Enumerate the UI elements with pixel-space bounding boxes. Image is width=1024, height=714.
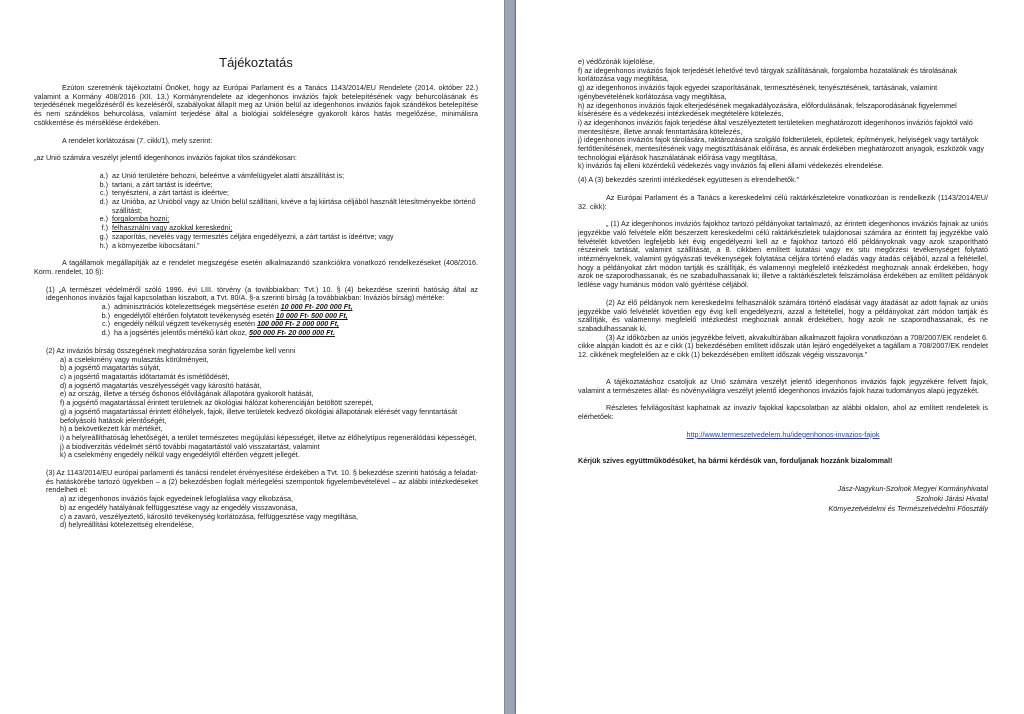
factors-list bbox=[34, 356, 478, 460]
list-item-text: h) az idegenhonos inváziós fajok elterjedésének megakadályozására, előfordulásának, felszaporodásának figyelemmel kísérésére és a védekezési intézkedések megtételére kötelezés, bbox=[578, 100, 957, 119]
list-item-text: a) az idegenhonos inváziós fajok egyedeinek lefoglalása vagy elkobzása, bbox=[60, 494, 293, 504]
fine-amount: 10 000 Ft- 200 000 Ft, bbox=[280, 302, 353, 312]
intro-paragraph: Ezúton szeretnénk tájékoztatni Önöket, hogy az Európai Parlament és a Tanács 1143/2014/EU Rendelete (2014. október 22.) valamint a Kormány 408/2016 (XII. 13.) Kormányrendelete az idegenhonos inváziós fajok betelepítésének vagy behurcolásának és terjedésének megelőzéséről és kezeléséről, szabályokat állapít meg az Unión belül az idegenhonos inváziós fajok szándékos betelepítése és nem szándékos behurcolása, valamint terjedése által a biológiai sokféleségre gyakorolt káros hatás megelőzése, minimálisra csökkentése és mérséklése érdekében. bbox=[34, 83, 478, 127]
measures-continued-list bbox=[578, 0, 988, 171]
list-item-text: k) a cselekmény engedély nélkül vagy engedélytől eltérően végzett jellegét. bbox=[60, 450, 300, 460]
attachment-paragraph: A tájékoztatáshoz csatoljuk az Unió számára veszélyt jelentő idegenhonos inváziós fajok jegyzékére felvett fajok, valamint a természetes állat- és növényvilágra veszélyt jelentő idegenhonos inváziós fajok hazai tudományos alapú jegyzékét. bbox=[578, 376, 988, 395]
list-marker: f.) bbox=[101, 223, 108, 233]
measure-item bbox=[578, 162, 988, 171]
sanctions-intro: A tagállamok megállapítják az e rendelet megszegése esetén alkalmazandó szankciókra vonatkozó rendelkezéseket (408/2016. Korm. rendelet, 10 §): bbox=[34, 258, 478, 276]
commercial-paragraph-2: (2) Az élő példányok nem kereskedelmi felhasználók számára történő eladását vagy átadását az adott fajnak az uniós jegyzékbe való felvételét követően egy évig kell engedélyezni, azzal a feltétellel, hogy a példányokat zárt módon tartják és szállítják, és valamennyi megfelelő intézkedést meghoznak annak érdekében, hogy azok ne szaporodhassanak, és ne szabadulhassanak ki. bbox=[578, 297, 988, 333]
closing-paragraph: Kérjük szíves együttműködésüket, ha bármi kérdésük van, forduljanak hozzánk bizalommal! bbox=[578, 456, 893, 466]
commercial-paragraph-3: (3) Az időközben az uniós jegyzékbe felvett, akvakultúrában alkalmazott fajokra vonatkozóan a 708/2007/EK rendelet 6. cikke alapján kiadott és az e cikk (1) bekezdésében említett időszak után lejáró engedélyeket a tagállam a 708/2007/EK rendelet 12. cikkének megfelelően az e cikk (1) bekezdésében említett időszak végéig visszavonja.” bbox=[578, 332, 988, 360]
list-marker: h.) bbox=[99, 240, 108, 250]
signature-line: Jász-Nagykun-Szolnok Megyei Kormányhivatal bbox=[837, 484, 988, 494]
commercial-paragraph-1: „ (1) Az idegenhonos inváziós fajokhoz tartozó példányokat tartalmazó, az érintett idegenhonos inváziós fajnak az uniós jegyzékbe való felvétele előtt beszerzett kereskedelmi célú raktárkészletek tulajdonosai számára az érintett faj jegyzékbe való felvételét követően legfeljebb két évig engedélyezni kell az e fajokhoz tartozó élő példányoknak vagy azok szaporítható részeinek tartását, valamint szállítását, a 8. cikkben említett kutatási vagy ex situ megőrzési tevékenységet folytató intézményeknek, valamint gyógyászati tevékenységek folytatása céljára történő eladás vagy átadás céljából, azzal a feltétellel, hogy a példányokat zárt módon tartják és szállítják, és valamennyi megfelelő intézkedést meghoznak annak érdekében, hogy azok ne szaporodhassanak, és ne szabadulhassanak ki; illetve a raktárkészletek felszámolása érdekében az említett példányok leölése vagy humánus módon való gyérítése céljából. bbox=[578, 219, 988, 290]
list-marker: b.) bbox=[101, 310, 110, 320]
list-item-text: k) inváziós faj elleni közérdekű védekezés vagy inváziós faj elleni állami védekezés elrendelése. bbox=[578, 161, 884, 171]
sanction-1-intro: (1) „A természet védelméről szóló 1996. évi LIII. törvény (a továbbiakban: Tvt.) 10. § (4) bekezdése szerinti hatóság által az idegenhonos inváziós fajjal kapcsolatban kiszabott, a Tvt. 80/A. §-a szerinti bírság (a továbbiakban: Inváziós bírság) mértéke: bbox=[46, 284, 478, 303]
list-item-text: felhasználni vagy azokkal kereskedni; bbox=[112, 223, 233, 233]
list-item-text: engedély nélkül végzett tevékenység esetén 100 000 Ft- 2 000 000 Ft, bbox=[114, 319, 339, 329]
list-item-text: szaporítás, nevelés vagy termesztés céljára engedélyezni, a zárt tartást is ideértve; vagy bbox=[112, 231, 394, 241]
list-item-text: forgalomba hozni; bbox=[112, 214, 170, 224]
list-item-text: az Unióba, az Unióból vagy az Unión belül szállítani, kivéve a faj kiirtása céljából használt létesítményekbe történő szállítást; bbox=[112, 197, 476, 215]
sanction-4: (4) A (3) bekezdés szerinti intézkedések együttesen is elrendelhetők.” bbox=[578, 175, 799, 185]
list-item-text: i) a helyreállíthatóság lehetőségét, a terület természetes megújulási képességét, illetve az élőhelytípus regenerálódási képességét, bbox=[60, 432, 477, 442]
list-marker: d.) bbox=[101, 328, 110, 338]
list-item-text: e) az ország, illetve a térség őshonos élővilágának állapotára gyakorolt hatását, bbox=[60, 389, 314, 399]
list-marker: c.) bbox=[102, 319, 110, 329]
factor-item bbox=[60, 408, 478, 425]
list-item-text: g) az idegenhonos inváziós fajok egyedei szaporításának, termesztésének, tenyésztésének, tartásának, valamint igénybevételének korlátozása vagy megtiltása, bbox=[578, 83, 938, 101]
document-page-right bbox=[516, 0, 1024, 714]
measure-item bbox=[60, 521, 478, 530]
page-title: Tájékoztatás bbox=[219, 55, 293, 70]
list-item-text: d) helyreállítási kötelezettség elrendelése, bbox=[60, 520, 194, 530]
list-item-text: adminisztrációs kötelezettségek megsértése esetén 10 000 Ft- 200 000 Ft, bbox=[114, 302, 353, 312]
list-item-text: d) a jogsértő magatartás veszélyességét vagy károsító hatását, bbox=[60, 380, 262, 390]
list-item-text: e) védőzónák kijelölése, bbox=[578, 57, 655, 66]
fines-list bbox=[34, 303, 478, 338]
list-item-text: f) a jogsértő magatartással érintett területnek az ökológiai hálózat koherenciáján betöltött szerepét, bbox=[60, 398, 374, 408]
fine-amount: 500 000 Ft- 20 000 000 Ft. bbox=[249, 328, 335, 338]
list-item-text: j) idegenhonos inváziós fajok tárolására, raktározására szolgáló földterületek, épületek, építmények, helyiségek vagy tartályok fertőtlenítésének, mentesítésének vagy megtisztításának előírása, és annak érdekében meghatározott anyagok, eszközök vagy technológiai eljárások használatának előírása vagy megtiltása, bbox=[578, 135, 984, 162]
factor-item bbox=[60, 451, 478, 460]
list-item-text: tartani, a zárt tartást is ideértve; bbox=[112, 179, 213, 189]
list-item-text: h) a bekövetkezett kár mértékét, bbox=[60, 424, 163, 434]
restriction-item bbox=[92, 242, 478, 251]
list-item-text: c) a jogsértő magatartás időtartamát és ismétlődését, bbox=[60, 371, 230, 381]
signature-line: Környezetvédelmi és Természetvédelmi Főosztály bbox=[828, 504, 988, 514]
document-page-left bbox=[0, 0, 504, 714]
restrictions-list bbox=[34, 172, 478, 250]
signature-block bbox=[578, 484, 988, 514]
list-item-text: b) az engedély hatályának felfüggesztése vagy az engedély visszavonása, bbox=[60, 502, 298, 512]
list-item-text: b) a jogsértő magatartás súlyát, bbox=[60, 363, 161, 373]
measure-item bbox=[578, 84, 988, 101]
measure-item bbox=[578, 119, 988, 136]
restrictions-intro: A rendelet korlátozásai (7. cikk/1), mely szerint: bbox=[62, 135, 213, 145]
quote-intro: „az Unió számára veszélyt jelentő idegenhonos inváziós fajokat tilos szándékosan: bbox=[34, 153, 297, 163]
list-item-text: j) a biodiverzitás védelmét sértő további magatartástól való visszatartást, valamint bbox=[60, 441, 320, 451]
list-item-text: c) a zavaró, veszélyeztető, károsító tevékenység korlátozása, felfüggesztése vagy megtiltása, bbox=[60, 511, 359, 521]
invasive-species-link[interactable]: http://www.termeszetvedelem.hu/idegenhonos-invazios-fajok bbox=[686, 429, 880, 439]
list-item-text: i) az idegenhonos inváziós fajok terjedése által veszélyeztetett területeken meghatározott idegenhonos inváziós fajoktól való mentesítésre, illetve annak fenntartására kötelezés, bbox=[578, 117, 973, 136]
measure-item bbox=[578, 102, 988, 119]
list-marker: d.) bbox=[99, 197, 108, 207]
list-item-text: f) az idegenhonos inváziós fajok terjedését lehetővé tevő tárgyak szállításának, forgalomba hozatalának és tárolásának korlátozása vagy megtiltása, bbox=[578, 65, 958, 84]
details-paragraph: Részletes felvilágosítást kaphatnak az invazív fajokkal kapcsolatban az alábbi oldalon, ahol az említett rendeletek is elérhetőek: bbox=[578, 403, 988, 421]
list-marker: a.) bbox=[101, 302, 110, 312]
list-marker: g.) bbox=[99, 231, 108, 241]
fine-item bbox=[34, 329, 478, 338]
measures-list bbox=[34, 495, 478, 530]
list-marker: c.) bbox=[100, 188, 108, 198]
commercial-intro: Az Európai Parlament és a Tanács a kereskedelmi célú raktárkészletekre vonatkozóan is rendelkezik (1143/2014/EU/ 32. cikk): bbox=[578, 192, 988, 211]
list-item-text: engedélytől eltérően folytatott tevékenység esetén 10 000 Ft- 500 000 Ft, bbox=[114, 310, 348, 320]
measure-item bbox=[578, 67, 988, 84]
signature-line: Szolnoki Járási Hivatal bbox=[915, 494, 988, 504]
restriction-item bbox=[92, 198, 478, 215]
sanction-2-intro: (2) Az inváziós bírság összegének meghatározása során figyelembe kell venni bbox=[46, 345, 296, 355]
list-item-text: a környezetbe kibocsátani.” bbox=[112, 240, 200, 250]
fine-amount: 100 000 Ft- 2 000 000 Ft, bbox=[257, 319, 339, 329]
list-marker: b.) bbox=[99, 179, 108, 189]
list-item-text: a) a cselekmény vagy mulasztás körülményeit, bbox=[60, 354, 209, 364]
list-marker: a.) bbox=[99, 170, 108, 180]
fine-amount: 10 000 Ft- 500 000 Ft, bbox=[275, 310, 348, 320]
list-item-text: g) a jogsértő magatartással érintett élőhelyek, fajok, illetve területek kedvező ökológiai állapotának elérését vagy fenntartását befolyásoló hatások jelentőségét, bbox=[60, 406, 458, 425]
measure-item bbox=[578, 136, 988, 162]
list-marker: e.) bbox=[99, 214, 108, 224]
list-item-text: ha a jogsértés jelentős mértékű kárt okoz, 500 000 Ft- 20 000 000 Ft. bbox=[114, 328, 335, 338]
list-item-text: tenyészteni, a zárt tartást is ideértve; bbox=[112, 188, 230, 198]
page-divider bbox=[504, 0, 516, 714]
list-item-text: az Unió területére behozni, beleértve a vámfelügyelet alatti átszállítást is; bbox=[112, 170, 345, 180]
sanction-3-intro: (3) Az 1143/2014/EU európai parlamenti és tanácsi rendelet érvényesítése érdekében a Tvt. 10. § bekezdése szerinti hatóság a feladat- és hatáskörébe tartozó ügyekben – a (2) bekezdésben foglalt mérlegelési szempontok figyelembevételével – az alábbi intézkedéseket rendelheti el: bbox=[46, 468, 478, 495]
